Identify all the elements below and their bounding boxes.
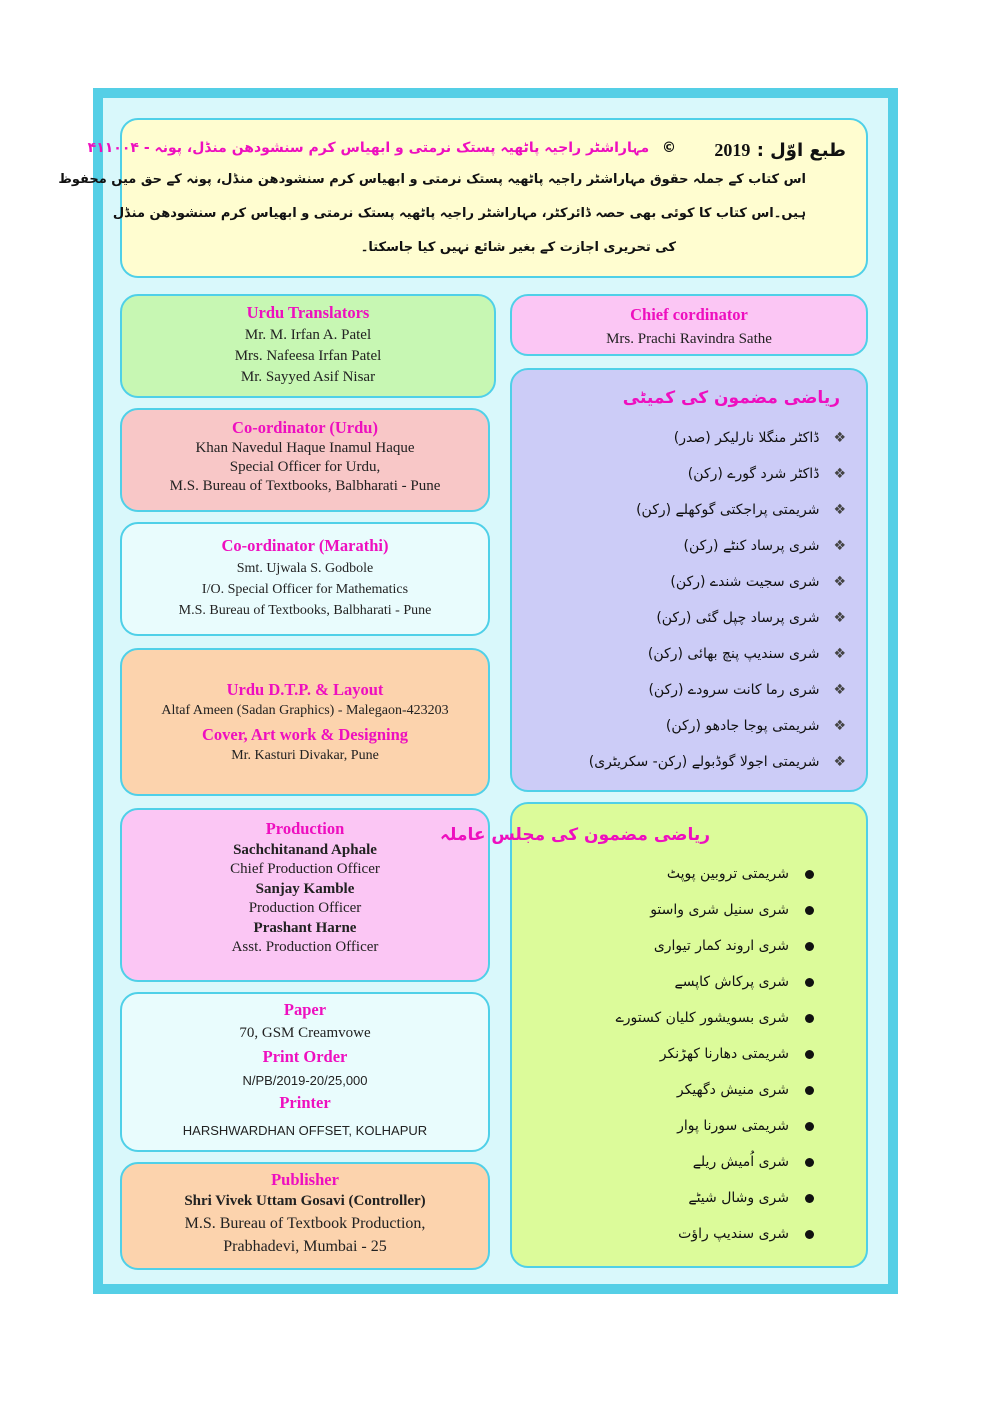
council-member: شریمتی تروبین پوپٹ — [667, 866, 814, 882]
committee-member: ❖شری پرساد چپل گئی (رکن) — [656, 610, 846, 626]
coordinator-urdu-line: Khan Navedul Haque Inamul Haque — [195, 440, 415, 456]
council-member: شریمتی دھارنا کھڑنکر — [660, 1046, 814, 1062]
committee-member: ❖ڈاکٹر شرد گورے (رکن) — [687, 466, 846, 482]
translator-name: Mr. M. Irfan A. Patel — [244, 327, 372, 343]
print-order-heading: Print Order — [262, 1047, 348, 1066]
production-heading: Production — [265, 819, 345, 838]
translator-name: Mr. Sayyed Asif Nisar — [240, 369, 376, 385]
edition-year: 2019 — [714, 140, 751, 160]
production-person-name: Sachchitanand Aphale — [233, 842, 377, 858]
printer-heading: Printer — [279, 1093, 331, 1112]
copyright-title — [88, 140, 676, 156]
coordinator-urdu-line: M.S. Bureau of Textbooks, Balbharati - Pune — [169, 478, 441, 494]
diamond-bullet-icon: ❖ — [833, 574, 846, 590]
production-person-role: Production Officer — [248, 900, 362, 916]
bullet-dot-icon — [805, 1014, 814, 1023]
coordinator-urdu-heading: Co-ordinator (Urdu) — [232, 418, 378, 437]
coordinator-marathi-box — [120, 522, 490, 636]
diamond-bullet-icon: ❖ — [833, 466, 846, 482]
publisher-heading: Publisher — [271, 1170, 339, 1189]
production-person-name: Prashant Harne — [253, 920, 357, 936]
design-line: Mr. Kasturi Divakar, Pune — [231, 748, 379, 763]
copyright-box — [58, 118, 868, 278]
committee-member: ❖شری پرساد کنٹے (رکن) — [683, 538, 846, 554]
production-person-role: Chief Production Officer — [230, 861, 380, 877]
committee-member: ❖شری رما کانت سرودے (رکن) — [648, 682, 846, 698]
chief-coordinator-heading: Chief cordinator — [630, 305, 748, 324]
bullet-dot-icon — [805, 978, 814, 987]
bullet-dot-icon — [805, 942, 814, 951]
coordinator-marathi-heading: Co-ordinator (Marathi) — [221, 536, 389, 555]
dtp-heading: Urdu D.T.P. & Layout — [226, 680, 384, 699]
committee-member: ❖شری سندیپ پنچ بھائی (رکن) — [647, 646, 846, 662]
diamond-bullet-icon: ❖ — [833, 718, 846, 734]
diamond-bullet-icon: ❖ — [833, 610, 846, 626]
council-box — [440, 802, 868, 1268]
council-member: شری بسویشور کلیان کستورے — [616, 1010, 814, 1026]
publisher-line: M.S. Bureau of Textbook Production, — [184, 1215, 426, 1232]
bullet-dot-icon — [805, 1194, 814, 1203]
council-member: شری پرکاش کاپسے — [675, 974, 814, 990]
council-member: شری سنیل شری واستو — [650, 902, 814, 918]
bullet-dot-icon — [805, 1158, 814, 1167]
committee-member: ❖شری سجیت شندے (رکن) — [670, 574, 846, 590]
diamond-bullet-icon: ❖ — [833, 502, 846, 518]
council-member: شری منیش دگھیکر — [677, 1082, 814, 1098]
dtp-box — [120, 648, 490, 796]
bullet-dot-icon — [805, 1086, 814, 1095]
design-heading: Cover, Art work & Designing — [201, 725, 409, 744]
publisher-name: Shri Vivek Uttam Gosavi (Controller) — [184, 1193, 426, 1209]
paper-heading: Paper — [283, 1000, 327, 1019]
copyright-line-3: کی تحریری اجازت کے بغیر شائع نہیں کیا جاسکتا۔ — [360, 240, 676, 255]
coordinator-urdu-box — [120, 408, 490, 512]
copyright-title-text: مہاراشٹر راجیہ پاٹھیہ پستک نرمتی و ابھیاس کرم سنشودھن منڈل، پونہ - ۴۱۱۰۰۴ — [87, 140, 650, 156]
dtp-line: Altaf Ameen (Sadan Graphics) - Malegaon-423203 — [161, 703, 449, 718]
copyright-line-1: اس کتاب کے جملہ حقوق مہاراشٹر راجیہ پاٹھیہ پستک نرمتی و ابھیاس کرم سنشودھن منڈل، پونہ کے حق میں محفوظ — [58, 172, 806, 187]
bullet-dot-icon — [805, 1122, 814, 1131]
production-person-role: Asst. Production Officer — [231, 939, 379, 955]
diamond-bullet-icon: ❖ — [833, 646, 846, 662]
translator-name: Mrs. Nafeesa Irfan Patel — [234, 348, 382, 364]
diamond-bullet-icon: ❖ — [833, 538, 846, 554]
bullet-dot-icon — [805, 1230, 814, 1239]
production-person-name: Sanjay Kamble — [255, 881, 355, 897]
coordinator-marathi-line: M.S. Bureau of Textbooks, Balbharati - Pune — [178, 603, 432, 618]
chief-coordinator-box — [510, 294, 868, 356]
committee-box — [510, 368, 868, 792]
council-member: شری سندیپ راؤت — [678, 1226, 814, 1242]
publisher-line: Prabhadevi, Mumbai - 25 — [223, 1238, 387, 1255]
coordinator-marathi-line: I/O. Special Officer for Mathematics — [201, 582, 409, 597]
committee-member: ❖ڈاکٹر منگلا نارلیکر (صدر) — [673, 430, 846, 446]
production-box — [120, 808, 490, 982]
diamond-bullet-icon: ❖ — [833, 682, 846, 698]
bullet-dot-icon — [805, 906, 814, 915]
chief-coordinator-name: Mrs. Prachi Ravindra Sathe — [606, 331, 772, 347]
committee-member: ❖شریمتی اجولا گوڈبولے (رکن- سکریٹری) — [588, 754, 846, 770]
copyright-symbol: © — [662, 140, 676, 156]
paper-box — [120, 992, 490, 1152]
printer-value: HARSHWARDHAN OFFSET, KOLHAPUR — [182, 1123, 428, 1138]
committee-member: ❖شریمتی پراجکتی گوکھلے (رکن) — [636, 502, 846, 518]
council-member: شری وشال شیٹے — [688, 1190, 814, 1206]
copyright-line-2: ہیں۔اس کتاب کا کوئی بھی حصہ ڈائرکٹر، مہاراشٹر راجیہ پاٹھیہ پستک نرمتی و ابھیاس کرم سنشودھن منڈل — [112, 206, 806, 221]
committee-heading: ریاضی مضمون کی کمیٹی — [622, 388, 840, 408]
council-heading: ریاضی مضمون کی مجلس عاملہ — [440, 825, 710, 845]
translators-box — [120, 294, 496, 398]
bullet-dot-icon — [805, 1050, 814, 1059]
bullet-dot-icon — [805, 870, 814, 879]
committee-member: ❖شریمتی پوجا جادھو (رکن) — [665, 718, 846, 734]
council-member: شریمتی سورنا پوار — [677, 1118, 814, 1134]
translators-heading: Urdu Translators — [246, 303, 370, 322]
edition-label: طبع اوّل : — [756, 140, 846, 161]
council-member: شری اروند کمار تیواری — [654, 938, 814, 954]
edition-info — [714, 140, 846, 161]
print-order-value: N/PB/2019-20/25,000 — [242, 1073, 368, 1088]
diamond-bullet-icon: ❖ — [833, 430, 846, 446]
council-member: شری اُمیش ریلے — [693, 1154, 814, 1170]
paper-value: 70, GSM Creamvowe — [239, 1025, 371, 1041]
diamond-bullet-icon: ❖ — [833, 754, 846, 770]
coordinator-urdu-line: Special Officer for Urdu, — [229, 459, 381, 475]
coordinator-marathi-line: Smt. Ujwala S. Godbole — [236, 561, 374, 576]
publisher-box — [120, 1162, 490, 1270]
